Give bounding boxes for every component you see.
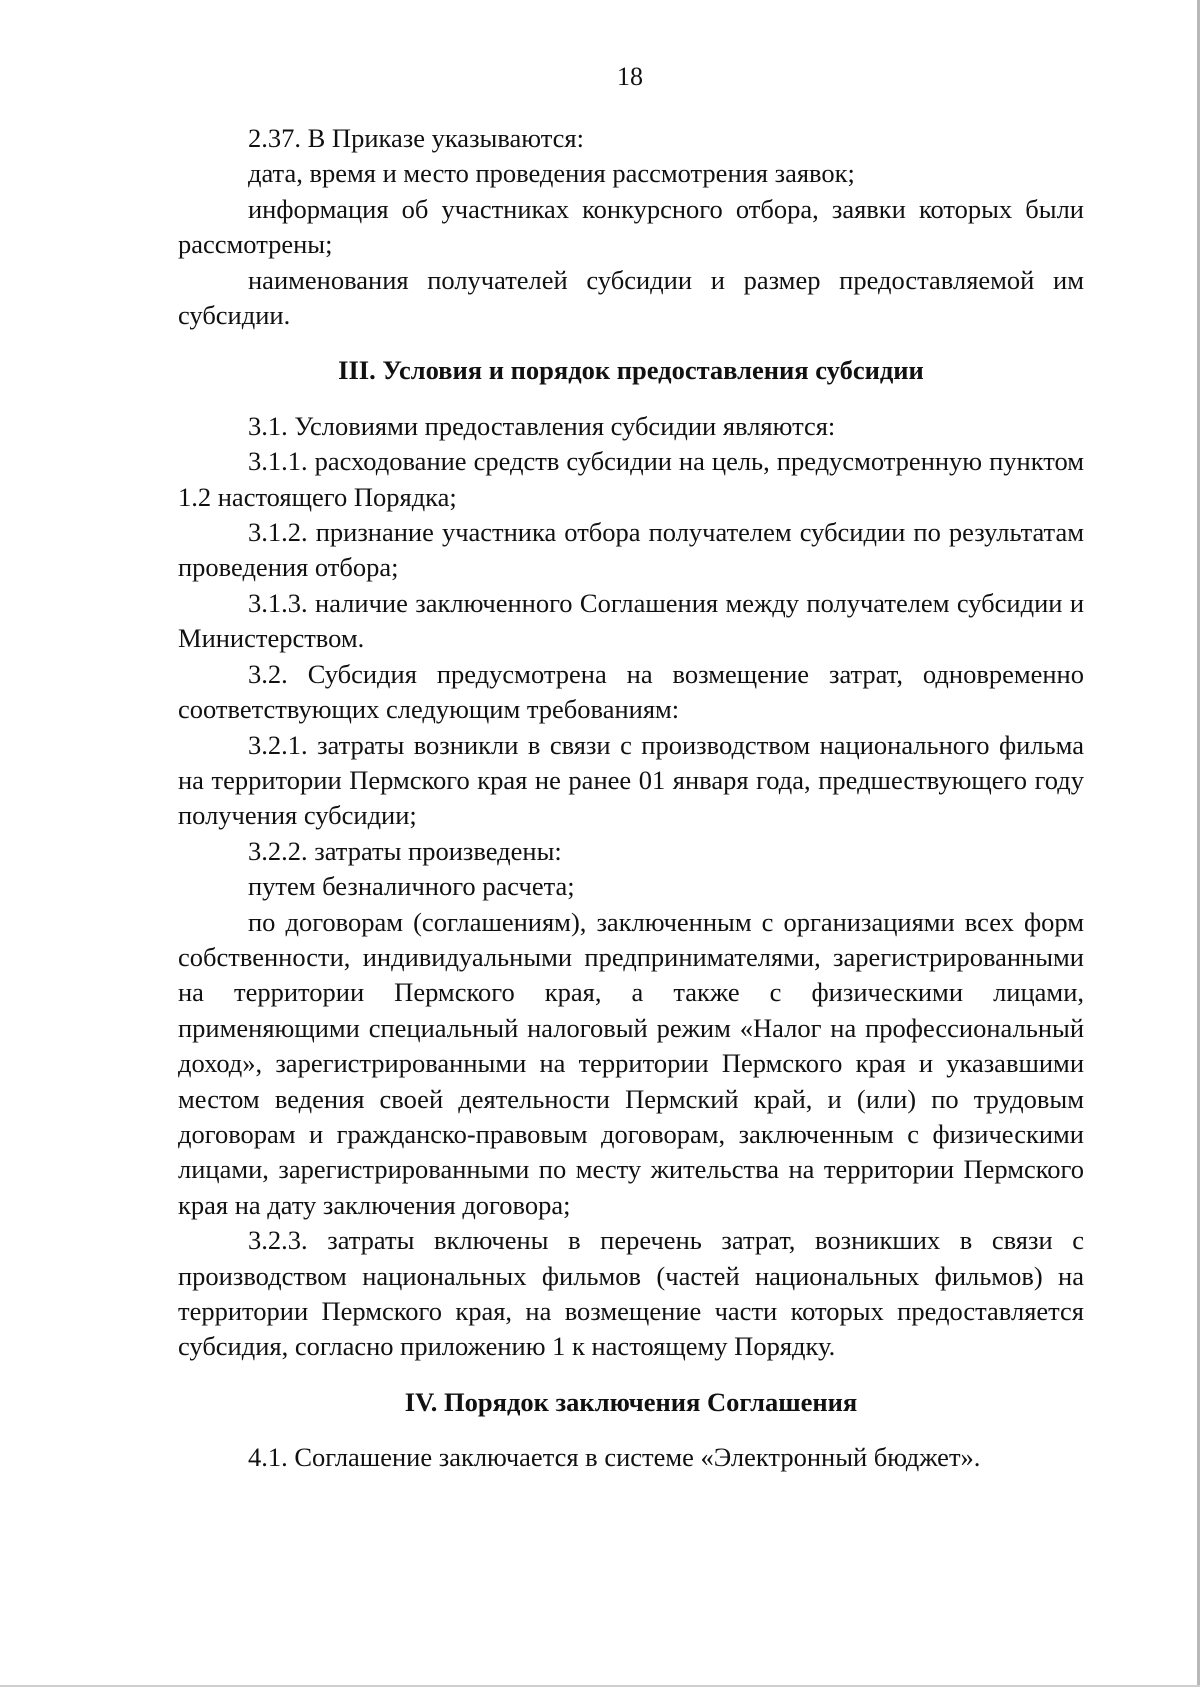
section-3-heading: III. Условия и порядок предоставления субсидии (338, 355, 924, 386)
paragraph-3-2-3: 3.2.3. затраты включены в перечень затрат, возникших в связи с производством национальных фильмов (частей национальных фильмов) на территории Пермского края, на возмещение части которых предоставляется субсидия, согласно приложению 1 к настоящему Порядку. (178, 1225, 1084, 1362)
paragraph-contracts: по договорам (соглашениям), заключенным с организациями всех форм собственности, индивидуальными предпринимателями, зарегистрированными на территории Пермского края, а также с физическими лицами, применяющими специальный налоговый режим «Налог на профессиональный доход», зарегистрированными на территории Пермского края и указавшими местом ведения своей деятельности Пермский край, и (или) по трудовым договорам и гражданско-правовым договорам, заключенным с физическими лицами, зарегистрированными по месту жительства на территории Пермского края на дату заключения договора; (178, 906, 1084, 1220)
paragraph-participants-info: информация об участниках конкурсного отбора, заявки которых были рассмотрены; (178, 193, 1084, 260)
paragraph-cashless: путем безналичного расчета; (248, 871, 575, 902)
document-body (178, 121, 1084, 1476)
paragraph-2-37: 2.37. В Приказе указываются: (248, 123, 584, 153)
paragraph-3-1-1: 3.1.1. расходование средств субсидии на цель, предусмотренную пунктом 1.2 настоящего Порядка; (178, 446, 1084, 512)
paragraph-date-time: дата, время и место проведения рассмотрения заявок; (248, 158, 855, 189)
paragraph-4-1: 4.1. Соглашение заключается в системе «Электронный бюджет». (248, 1442, 981, 1473)
paragraph-3-2-2: 3.2.2. затраты произведены: (248, 835, 562, 866)
paragraph-recipients-names: наименования получателей субсидии и размер предоставляемой им субсидии. (178, 264, 1084, 331)
paragraph-3-1-2: 3.1.2. признание участника отбора получателем субсидии по результатам проведения отбора; (178, 517, 1084, 583)
section-4-heading: IV. Порядок заключения Соглашения (404, 1386, 858, 1417)
paragraph-3-1: 3.1. Условиями предоставления субсидии являются: (248, 410, 836, 441)
paragraph-3-2-1: 3.2.1. затраты возникли в связи с производством национального фильма на территории Пермского края не ранее 01 января года, предшествующего году получения субсидии; (178, 729, 1084, 831)
paragraph-3-2: 3.2. Субсидия предусмотрена на возмещение затрат, одновременно соответствующих следующим требованиям: (178, 658, 1084, 725)
paragraph-3-1-3: 3.1.3. наличие заключенного Соглашения между получателем субсидии и Министерством. (178, 587, 1084, 654)
page-number: 18 (617, 62, 643, 91)
